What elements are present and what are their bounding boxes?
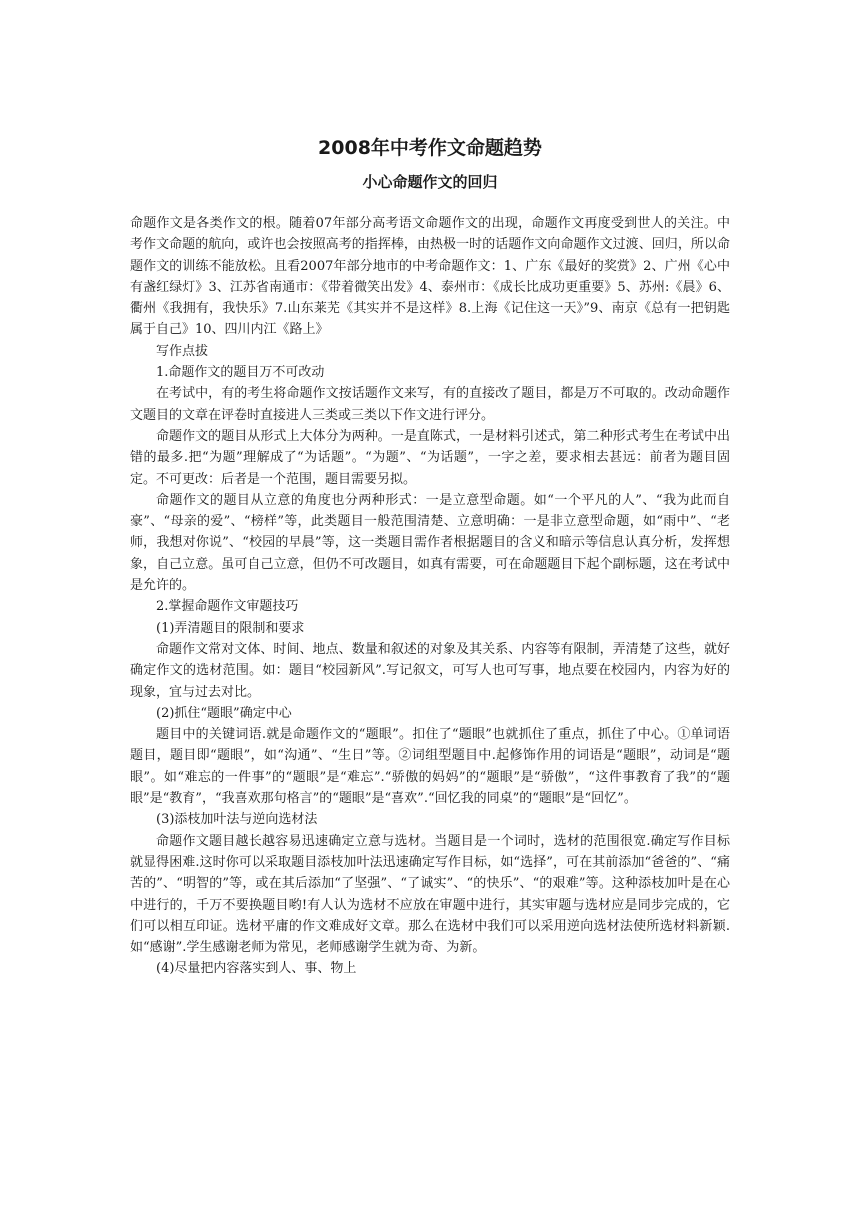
paragraph: 命题作文是各类作文的根。随着07年部分高考语文命题作文的出现，命题作文再度受到世人的关注。中考作文命题的航向，或许也会按照高考的指挥棒，由热极一时的话题作文向命题作文过渡、回归，所以命题作文的训练不能放松。且看2007年部分地市的中考命题作文：1、广东《最好的奖赏》2、广州《心中有盏红绿灯》3、江苏省南通市：《带着微笑出发》4、泰州市：《成长比成功更重要》5、苏州:《晨》6、衢州《我拥有，我快乐》7.山东莱芜《其实并不是这样》8.上海《记住这一天》”9、南京《总有一把钥匙属于自己》10、四川内江《路上》	[130, 216, 730, 338]
paragraph: (3)添枝加叶法与逆向选材法	[156, 812, 318, 828]
paragraph: 2.掌握命题作文审题技巧	[156, 599, 299, 615]
paragraph: 题目中的关键词语.就是命题作文的“题眼”。扣住了“题眼”也就抓住了重点，抓住了中心。①单词语题目，题目即“题眼”，如“沟通”、“生日”等。②词组型题目中.起修饰作用的词语是“题眼”，动词是“题眼”。如“难忘的一件事”的“题眼”是“难忘”.“骄傲的妈妈”的“题眼”是“骄傲”，“这件事教育了我”的“题眼”是“教育”，“我喜欢那句格言”的“题眼”是“喜欢”.“回忆我的同桌”的“题眼”是“回忆”。	[130, 727, 730, 807]
paragraph: 命题作文题目越长越容易迅速确定立意与选材。当题目是一个词时，选材的范围很宽.确定写作目标就显得困难.这时你可以采取题目添枝加叶法迅速确定写作目标，如“选择”，可在其前添加“爸爸的”、“痛苦的”、“明智的”等，或在其后添加“了坚强”、“了诚实”、“的快乐”、“的艰难”等。这种添枝加叶是在心中进行的，千万不要换题目哟!有人认为选材不应放在审题中进行，其实审题与选材应是同步完成的，它们可以相互印证。选材平庸的作文难成好文章。那么在选材中我们可以采用逆向选材法使所选材料新颖.如“感谢”.学生感谢老师为常见，老师感谢学生就为奇、为新。	[130, 833, 730, 956]
document-subtitle: 小心命题作文的回归	[362, 173, 498, 191]
paragraph: 1.命题作文的题目万不可改动	[156, 365, 325, 381]
paragraph: (2)抓住“题眼”确定中心	[156, 705, 292, 721]
document-body	[130, 213, 730, 980]
paragraph: 命题作文的题目从形式上大体分为两种。一是直陈式，一是材料引述式，第二种形式考生在考试中出错的最多.把“为题”理解成了“为话题”。“为题”、“为话题”，一字之差，要求相去甚远：前者为题目固定。不可更改：后者是一个范围，题目需要另拟。	[130, 428, 730, 487]
document-page	[130, 135, 730, 980]
paragraph: 命题作文的题目从立意的角度也分两种形式：一是立意型命题。如“一个平凡的人”、“我为此而自豪”、“母亲的爱”、“榜样”等，此类题目一般范围清楚、立意明确：一是非立意型命题，如“雨中”、“老师，我想对你说”、“校园的早晨”等，这一类题目需作者根据题目的含义和暗示等信息认真分析，发挥想象，自己立意。虽可自己立意，但仍不可改题目，如真有需要，可在命题题目下起个副标题，这在考试中是允许的。	[130, 492, 730, 594]
paragraph: (1)弄清题目的限制和要求	[156, 620, 305, 636]
paragraph: 在考试中，有的考生将命题作文按话题作文来写，有的直接改了题目，都是万不可取的。改动命题作文题目的文章在评卷时直接进人三类或三类以下作文进行评分。	[130, 386, 730, 423]
paragraph: 命题作文常对文体、时间、地点、数量和叙述的对象及其关系、内容等有限制，弄清楚了这些，就好确定作文的选材范围。如：题目“校园新风”.写记叙文，可写人也可写事，地点要在校园内，内容为好的现象，宜与过去对比。	[130, 641, 730, 700]
paragraph: 写作点拔	[156, 343, 209, 359]
document-title: 2008年中考作文命题趋势	[318, 137, 542, 159]
paragraph: (4)尽量把内容落实到人、事、物上	[156, 961, 357, 977]
